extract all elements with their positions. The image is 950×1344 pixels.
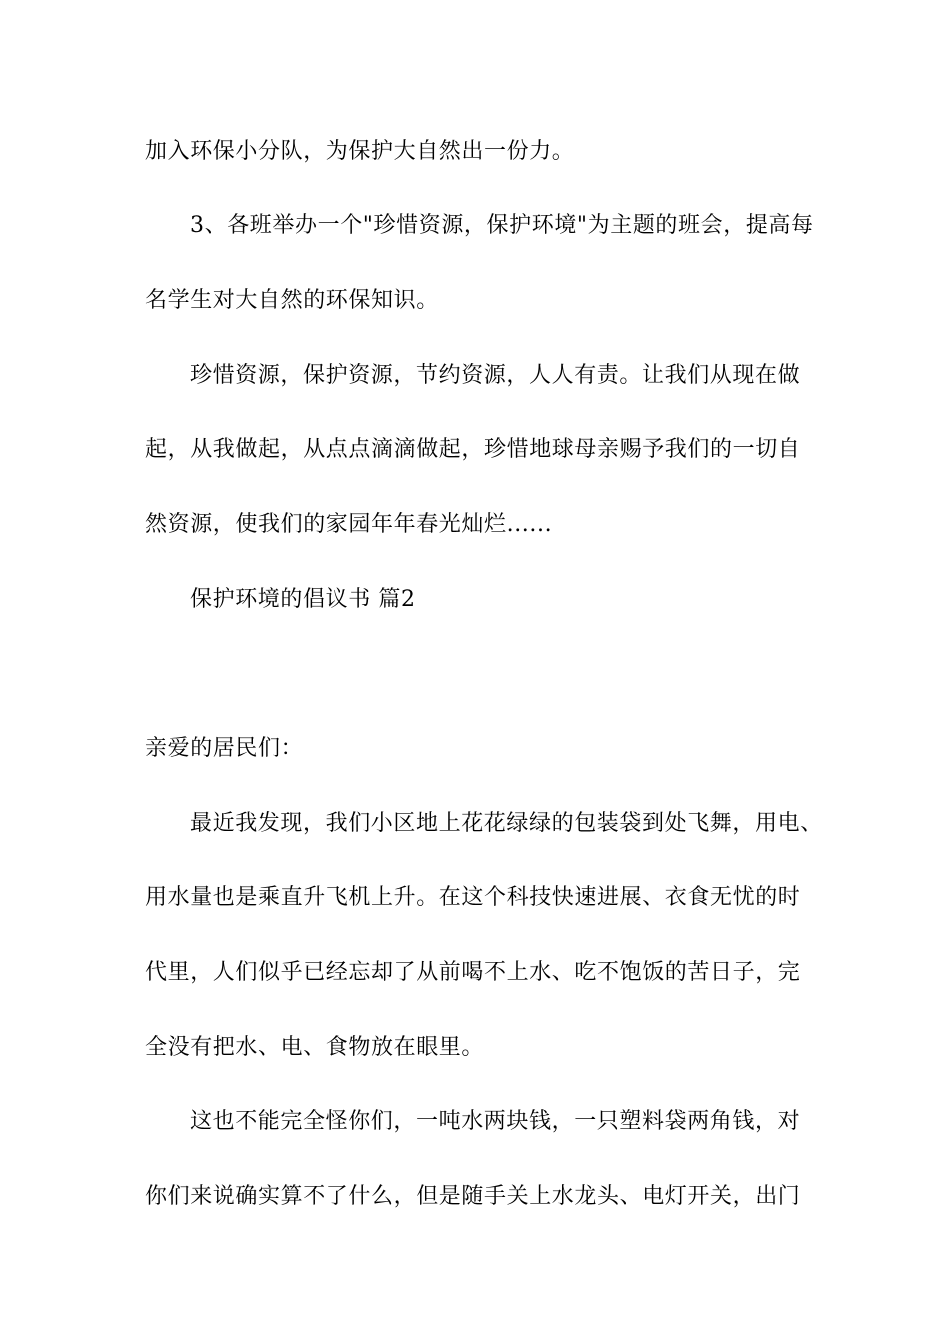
paragraph-line: 最近我发现，我们小区地上花花绿绿的包装袋到处飞舞，用电、 (190, 811, 823, 836)
paragraph-line: 起，从我做起，从点点滴滴做起，珍惜地球母亲赐予我们的一切自 (145, 437, 801, 462)
paragraph-line: 3、各班举办一个"珍惜资源，保护环境"为主题的班会，提高每 (190, 213, 814, 238)
section-heading: 保护环境的倡议书 篇2 (190, 587, 416, 612)
paragraph-line: 名学生对大自然的环保知识。 (145, 288, 439, 313)
paragraph-line: 然资源，使我们的家园年年春光灿烂...... (145, 512, 553, 537)
paragraph-line: 用水量也是乘直升飞机上升。在这个科技快速进展、衣食无忧的时 (145, 885, 801, 910)
paragraph-line: 珍惜资源，保护资源，节约资源，人人有责。让我们从现在做 (190, 363, 801, 388)
paragraph-line: 加入环保小分队，为保护大自然出一份力。 (145, 139, 575, 164)
paragraph-line: 全没有把水、电、食物放在眼里。 (145, 1035, 485, 1060)
paragraph-line: 这也不能完全怪你们，一吨水两块钱，一只塑料袋两角钱，对 (190, 1109, 801, 1134)
paragraph-line: 代里，人们似乎已经忘却了从前喝不上水、吃不饱饭的苦日子，完 (145, 960, 801, 985)
salutation: 亲爱的居民们： (145, 736, 304, 761)
paragraph-line: 你们来说确实算不了什么，但是随手关上水龙头、电灯开关，出门 (145, 1184, 801, 1209)
